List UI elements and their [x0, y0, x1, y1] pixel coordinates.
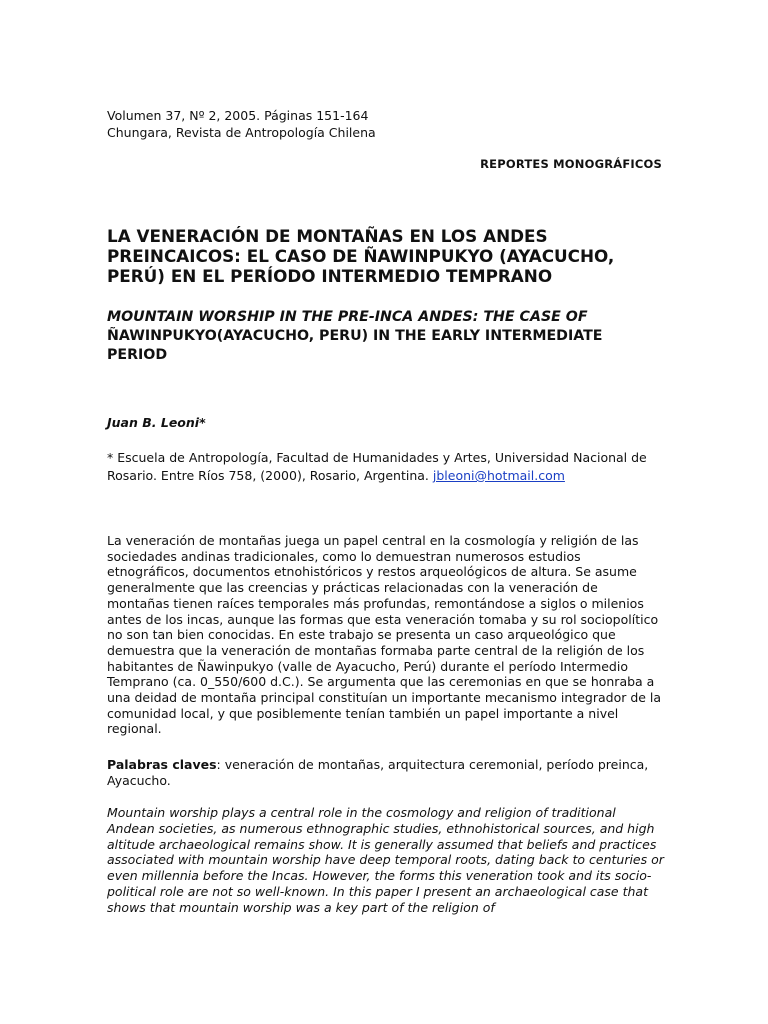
author-name: Juan B. Leoni* [107, 415, 206, 430]
keywords-label: Palabras claves [107, 757, 217, 772]
volume-line: Volumen 37, Nº 2, 2005. Páginas 151-164 [107, 108, 369, 123]
keywords-text: : veneración de montañas, arquitectura ceremonial, período preinca, Ayacucho. [107, 757, 649, 788]
title-spanish: LA VENERACIÓN DE MONTAÑAS EN LOS ANDES PREINCAICOS: EL CASO DE ÑAWINPUKYO (AYACUCHO, PERÚ) EN EL PERÍODO INTERMEDIO TEMPRANO [107, 226, 615, 286]
journal-line: Chungara, Revista de Antropología Chilena [107, 125, 376, 140]
author-affiliation [107, 449, 662, 485]
abstract-spanish: La veneración de montañas juega un papel central en la cosmología y religión de las sociedades andinas tradicionales, como lo demuestran numerosos estudios etnográficos, documentos etnohistóricos y restos arqueológicos de altura. Se asume generalmente que las creencias y prácticas relacionadas con la veneración de montañas tienen raíces temporales más profundas, remontándose a siglos o milenios antes de los incas, aunque las formas que esta veneración tomaba y su rol sociopolítico no son tan bien conocidas. En este trabajo se presenta un caso arqueológico que demuestra que la veneración de montañas formaba parte central de la religión de los habitantes de Ñawinpukyo (valle de Ayacucho, Perú) durante el período Intermedio Temprano (ca. 0_550/600 d.C.). Se argumenta que las ceremonias en que se honraba a una deidad de montaña principal constituían un importante mecanismo integrador de la comunidad local, y que posiblemente tenían también un papel importante a nivel regional. [107, 533, 662, 737]
affiliation-text: * Escuela de Antropología, Facultad de Humanidades y Artes, Universidad Nacional de Rosario. Entre Ríos 758, (2000), Rosario, Argentina. [107, 450, 647, 483]
title-english [107, 308, 627, 365]
abstract-english: Mountain worship plays a central role in the cosmology and religion of traditional Andean societies, as numerous ethnographic studies, ethnohistorical sources, and high altitude archaeological remains show. It is generally assumed that beliefs and practices associated with mountain worship have deep temporal roots, dating back to centuries or even millennia before the Incas. However, the forms this veneration took and its socio-political role are not so well-known. In this paper I present an archaeological case that shows that mountain worship was a key part of the religion of [107, 805, 664, 915]
author-email-link[interactable]: jbleoni@hotmail.com [432, 468, 565, 483]
keywords [107, 757, 662, 789]
publication-info [107, 107, 376, 141]
section-label: REPORTES MONOGRÁFICOS [480, 157, 662, 171]
title-english-italic: MOUNTAIN WORSHIP IN THE PRE-INCA ANDES: THE CASE OF [107, 309, 588, 325]
title-english-rest: ÑAWINPUKYO(AYACUCHO, PERU) IN THE EARLY INTERMEDIATE PERIOD [107, 328, 603, 363]
